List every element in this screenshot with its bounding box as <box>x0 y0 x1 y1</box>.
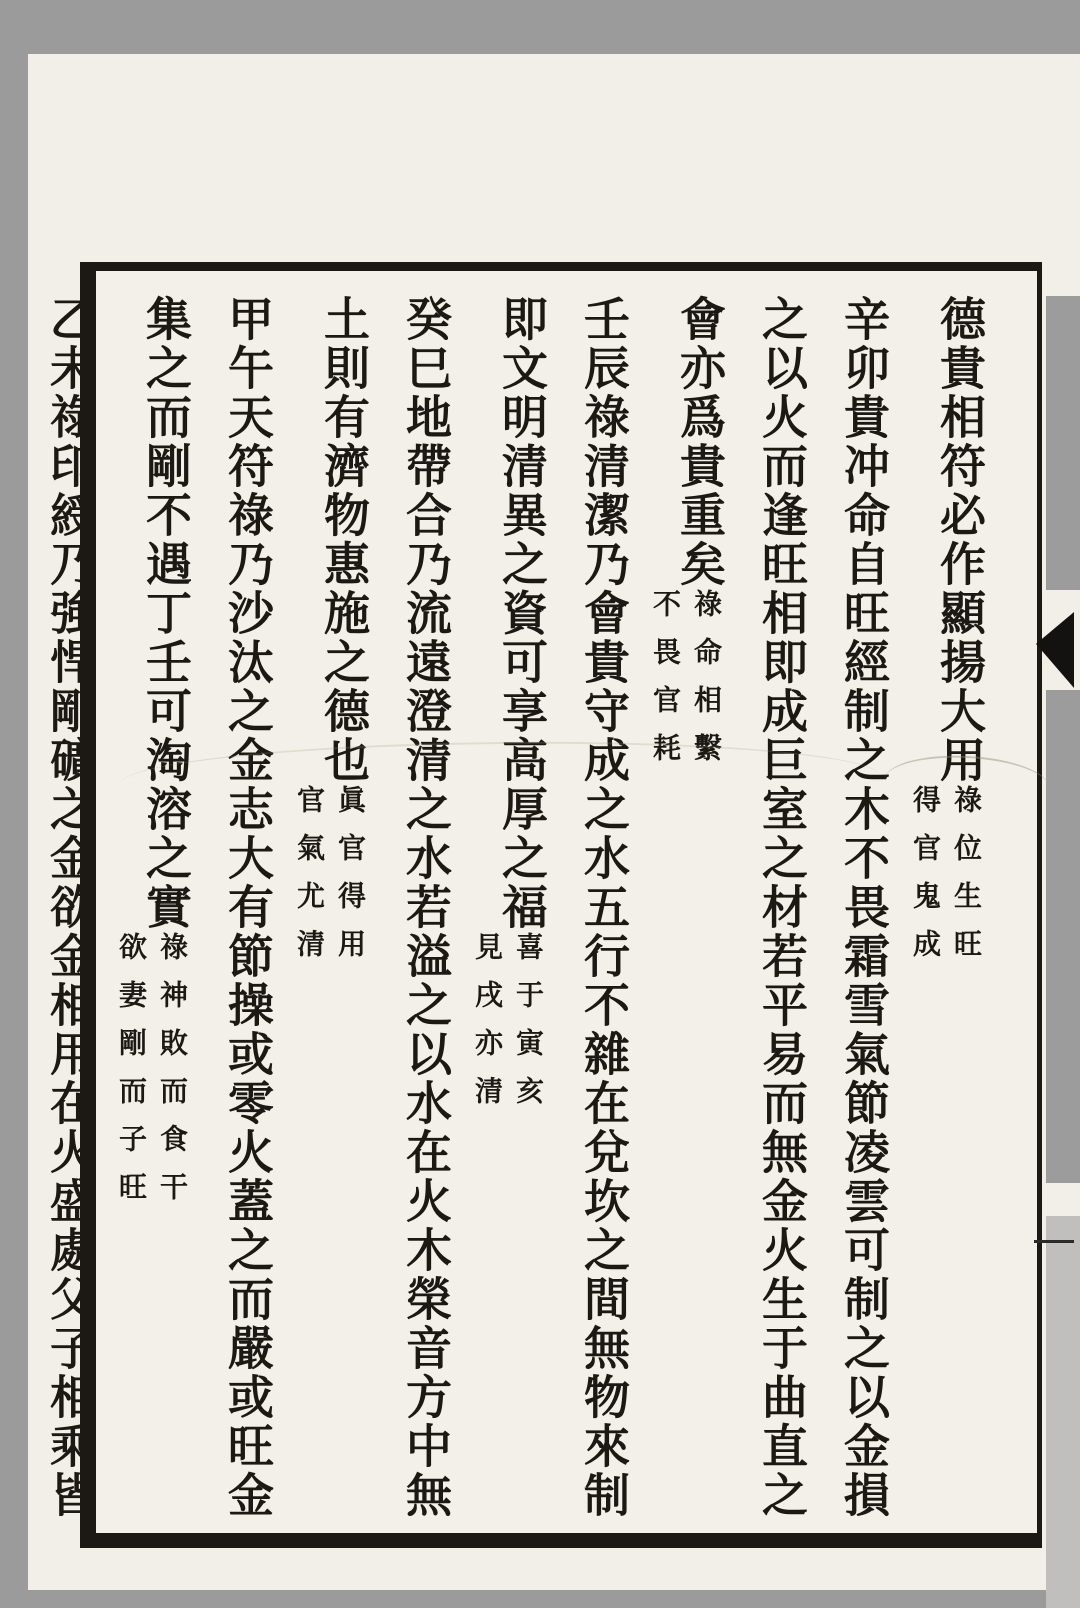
text-column-8 <box>289 295 385 1523</box>
annotation-right: 祿位生旺 <box>950 785 983 977</box>
inline-annotation <box>905 785 987 977</box>
text-column-11 <box>29 295 111 1523</box>
text-column-2 <box>823 295 905 1523</box>
scan-tick-mark <box>1034 1240 1074 1243</box>
inline-annotation <box>111 932 193 1220</box>
scan-edge-strip <box>1046 1216 1080 1608</box>
annotation-right: 祿命相繫 <box>690 589 723 781</box>
inline-annotation <box>289 785 371 977</box>
main-text: 壬辰祿清潔乃會貴守成之水五行不雜在兌坎之間無物來制 <box>577 295 631 1520</box>
main-text: 德貴相符必作顯揚大用 <box>933 295 987 785</box>
main-text: 即文明清異之資可享高厚之福 <box>495 295 549 932</box>
main-text: 土則有濟物惠施之德也 <box>317 295 371 785</box>
main-text: 辛卯貴冲命自旺經制之木不畏霜雪氣節凌雲可制之以金損 <box>837 295 891 1520</box>
page-frame <box>43 262 1042 1548</box>
annotation-right: 喜于寅亥 <box>512 932 545 1124</box>
text-column-9 <box>207 295 289 1523</box>
text-column-1 <box>905 295 1001 1523</box>
text-column-5 <box>563 295 645 1523</box>
inline-annotation <box>467 932 549 1124</box>
main-text: 會亦爲貴重矣 <box>673 295 727 589</box>
text-column-3 <box>741 295 823 1523</box>
text-column-10 <box>111 295 207 1523</box>
main-text: 之以火而逢旺相即成巨室之材若平易而無金火生于曲直之 <box>755 295 809 1520</box>
annotation-right: 眞官得用 <box>334 785 367 977</box>
annotation-left: 得官鬼成 <box>909 785 942 977</box>
main-text: 乙未祿印綬乃強悍剛礦之金欲金相用在火盛處父子相乘皆 <box>43 295 97 1520</box>
annotation-left: 不畏官耗 <box>649 589 682 781</box>
annotation-right: 祿神敗而食干 <box>156 932 189 1220</box>
scan-edge-strip <box>1046 296 1080 1183</box>
main-text: 甲午天符祿乃沙汰之金志大有節操或零火蓋之而嚴或旺金 <box>221 295 275 1520</box>
annotation-left: 官氣尤清 <box>293 785 326 977</box>
text-column-4 <box>645 295 741 1523</box>
main-text: 集之而剛不遇丁壬可淘溶之實 <box>139 295 193 932</box>
annotation-left: 見戌亦清 <box>471 932 504 1124</box>
annotation-left: 欲妻剛而子旺 <box>115 932 148 1220</box>
inline-annotation <box>645 589 727 781</box>
text-columns <box>43 295 1001 1523</box>
main-text: 癸巳地帶合乃流遠澄清之水若溢之以水在火木榮音方中無 <box>399 295 453 1520</box>
text-column-7 <box>385 295 467 1523</box>
text-column-6 <box>467 295 563 1523</box>
